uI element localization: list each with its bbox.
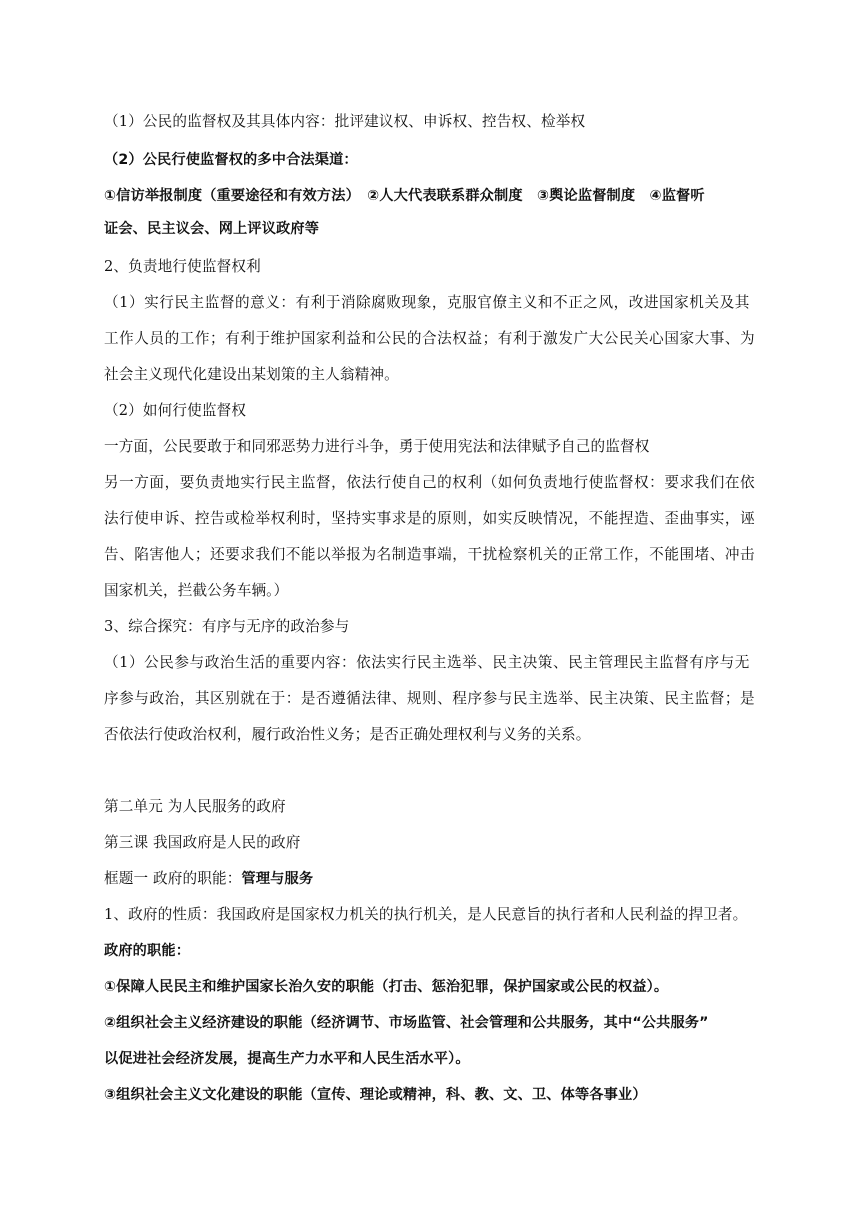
topic-prefix: 框题一 政府的职能： <box>104 870 242 887</box>
bold-text-line: ③组织社会主义文化建设的职能（宣传、理论或精神，科、教、文、卫、体等各事业） <box>104 1087 647 1103</box>
bold-text-line: 证会、民主议会、网上评议政府等 <box>104 221 320 237</box>
text-line: 国家机关，拦截公务车辆。） <box>104 582 289 599</box>
text-line: 社会主义现代化建设出某划策的主人翁精神。 <box>104 366 399 383</box>
text-line: 工作人员的工作；有利于维护国家利益和公民的合法权益；有利于激发广大公民关心国家大事、为 <box>104 330 756 347</box>
text-line: 否依法行使政治权利，履行政治性义务；是否正确处理权利与义务的关系。 <box>104 726 591 743</box>
bold-text-line: 以促进社会经济发展，提高生产力水平和人民生活水平）。 <box>104 1051 470 1067</box>
bold-text-line: ①保障人民民主和维护国家长治久安的职能（打击、惩治犯罪，保护国家或公民的权益）。 <box>104 979 669 995</box>
text-line: 另一方面，要负责地实行民主监督，依法行使自己的权利（如何负责地行使监督权：要求我们在依 <box>104 474 756 491</box>
topic-title <box>104 869 764 889</box>
text-line: 序参与政治，其区别就在于：是否遵循法律、规则、程序参与民主选举、民主决策、民主监督；是 <box>104 690 756 707</box>
section-heading: 3、综合探究：有序与无序的政治参与 <box>104 618 350 635</box>
text-line: （2）如何行使监督权 <box>104 402 247 419</box>
text-line: 1、政府的性质：我国政府是国家权力机关的执行机关，是人民意旨的执行者和人民利益的捍卫者。 <box>104 906 748 923</box>
bold-heading: （2）公民行使监督权的多中合法渠道： <box>104 152 358 168</box>
text-line: 告、陷害他人；还要求我们不能以举报为名制造事端，干扰检察机关的正常工作，不能围堵、冲击 <box>104 546 756 563</box>
unit-title: 第二单元 为人民服务的政府 <box>104 798 286 815</box>
text-line: （1）公民的监督权及其具体内容：批评建议权、申诉权、控告权、检举权 <box>104 113 586 130</box>
bold-text-line: ①信访举报制度（重要途径和有效方法） ②人大代表联系群众制度 ③舆论监督制度 ④监督听 <box>104 188 705 204</box>
text-line: （1）公民参与政治生活的重要内容：依法实行民主选举、民主决策、民主管理民主监督有序与无 <box>104 654 750 671</box>
text-line: （1）实行民主监督的意义：有利于消除腐败现象，克服官僚主义和不正之风，改进国家机关及其 <box>104 294 750 311</box>
bold-text-line: ②组织社会主义经济建设的职能（经济调节、市场监管、社会管理和公共服务，其中“公共服务” <box>104 1015 709 1031</box>
section-heading: 2、负责地行使监督权利 <box>104 258 261 275</box>
topic-bold-suffix: 管理与服务 <box>241 871 314 887</box>
text-line: 一方面，公民要敢于和同邪恶势力进行斗争，勇于使用宪法和法律赋予自己的监督权 <box>104 438 650 455</box>
lesson-title: 第三课 我国政府是人民的政府 <box>104 834 301 851</box>
text-line: 法行使申诉、控告或检举权利时，坚持实事求是的原则，如实反映情况，不能捏造、歪曲事实，诬 <box>104 510 756 527</box>
bold-heading: 政府的职能： <box>104 943 191 959</box>
